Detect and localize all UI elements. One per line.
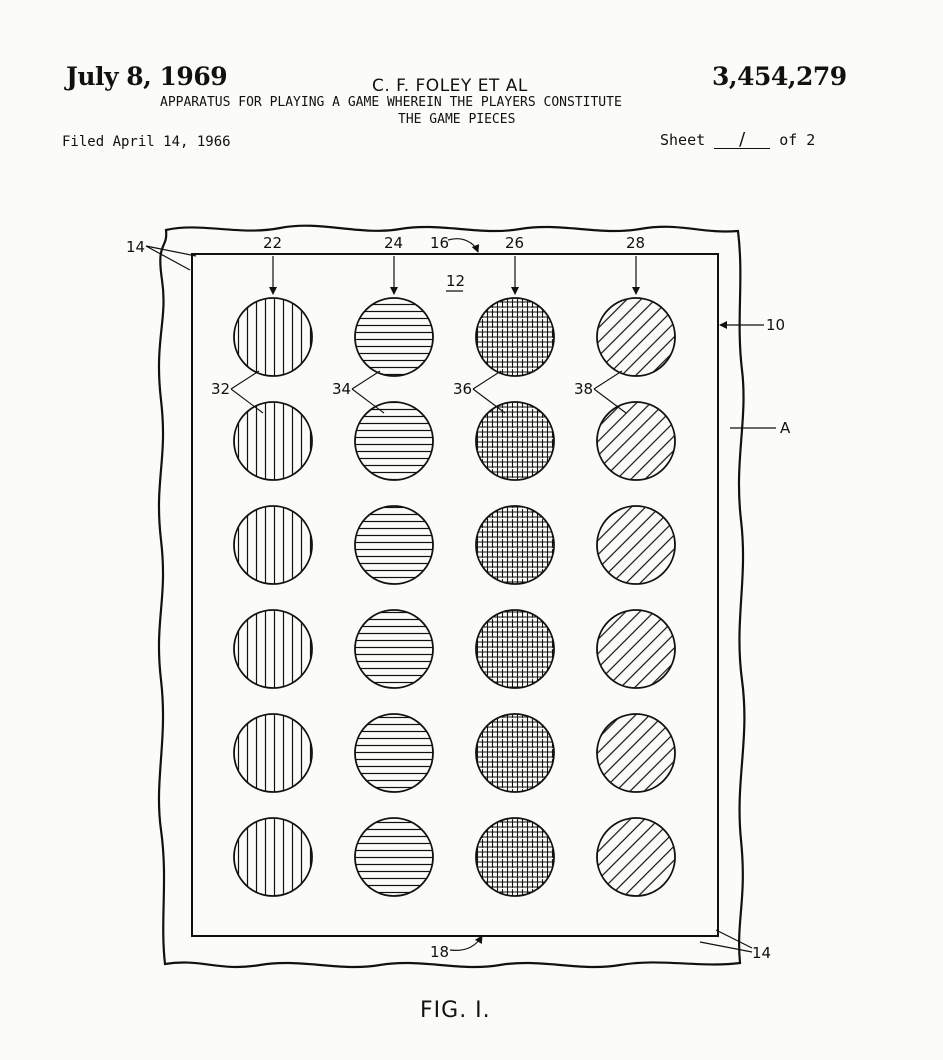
game-spot-vertical-lines: [234, 818, 312, 896]
figure-label: FIG. I.: [420, 998, 491, 1023]
patent-date: July 8, 1969: [66, 62, 228, 91]
leader-16: [448, 239, 478, 252]
leader-14-top-b: [146, 246, 190, 270]
game-spot-vertical-lines: [234, 506, 312, 584]
ref-14-bottom: 14: [752, 944, 772, 962]
game-spot-horizontal-lines: [355, 506, 433, 584]
game-spot-vertical-lines: [234, 402, 312, 480]
ref-12: 12: [446, 272, 466, 290]
leader-18: [450, 936, 482, 950]
patent-title-line1: APPARATUS FOR PLAYING A GAME WHEREIN THE PLAYERS CONSTITUTE: [160, 95, 622, 110]
patent-number: 3,454,279: [712, 62, 847, 91]
game-spot-crosshatch-grid: [476, 610, 554, 688]
game-spot-diagonal-lines: [597, 818, 675, 896]
inventor-name: C. F. FOLEY ET AL: [372, 76, 528, 96]
patent-title-line2: THE GAME PIECES: [398, 112, 516, 127]
sheet-prefix: Sheet: [660, 131, 706, 149]
ref-16: 16: [430, 234, 450, 252]
item-leader-34-1: [352, 371, 380, 389]
filed-date: Filed April 14, 1966: [62, 134, 231, 150]
item-leader-38-2: [594, 389, 626, 413]
item-ref-32: 32: [211, 380, 231, 398]
game-spot-crosshatch-grid: [476, 506, 554, 584]
item-leader-38-1: [594, 371, 622, 389]
item-leader-34-2: [352, 389, 384, 413]
game-spot-diagonal-lines: [597, 714, 675, 792]
game-spot-crosshatch-grid: [476, 714, 554, 792]
column-ref-28: 28: [626, 234, 646, 252]
game-spot-vertical-lines: [234, 298, 312, 376]
ref-10: 10: [766, 316, 786, 334]
ref-A: A: [780, 419, 791, 437]
game-spot-diagonal-lines: [597, 610, 675, 688]
game-spot-horizontal-lines: [355, 714, 433, 792]
game-spot-horizontal-lines: [355, 818, 433, 896]
game-spot-vertical-lines: [234, 610, 312, 688]
item-ref-34: 34: [332, 380, 352, 398]
game-spot-diagonal-lines: [597, 506, 675, 584]
ref-14-top: 14: [126, 238, 146, 256]
game-spot-diagonal-lines: [597, 402, 675, 480]
item-leader-32-2: [231, 389, 263, 413]
column-ref-22: 22: [263, 234, 283, 252]
game-spot-horizontal-lines: [355, 298, 433, 376]
item-leader-36-2: [473, 389, 505, 413]
column-ref-26: 26: [505, 234, 525, 252]
item-ref-38: 38: [574, 380, 594, 398]
item-ref-36: 36: [453, 380, 473, 398]
game-spot-diagonal-lines: [597, 298, 675, 376]
ref-18: 18: [430, 943, 450, 961]
game-spot-crosshatch-grid: [476, 402, 554, 480]
item-leader-32-1: [231, 371, 259, 389]
item-leader-36-1: [473, 371, 501, 389]
sheet-number: /: [714, 132, 770, 149]
game-spot-horizontal-lines: [355, 402, 433, 480]
game-spot-crosshatch-grid: [476, 818, 554, 896]
game-spot-crosshatch-grid: [476, 298, 554, 376]
leader-14-top-a: [146, 246, 196, 256]
game-spot-horizontal-lines: [355, 610, 433, 688]
leader-14-bottom-a: [716, 930, 752, 948]
sheet-suffix: of 2: [779, 131, 816, 149]
column-ref-24: 24: [384, 234, 404, 252]
game-spot-vertical-lines: [234, 714, 312, 792]
